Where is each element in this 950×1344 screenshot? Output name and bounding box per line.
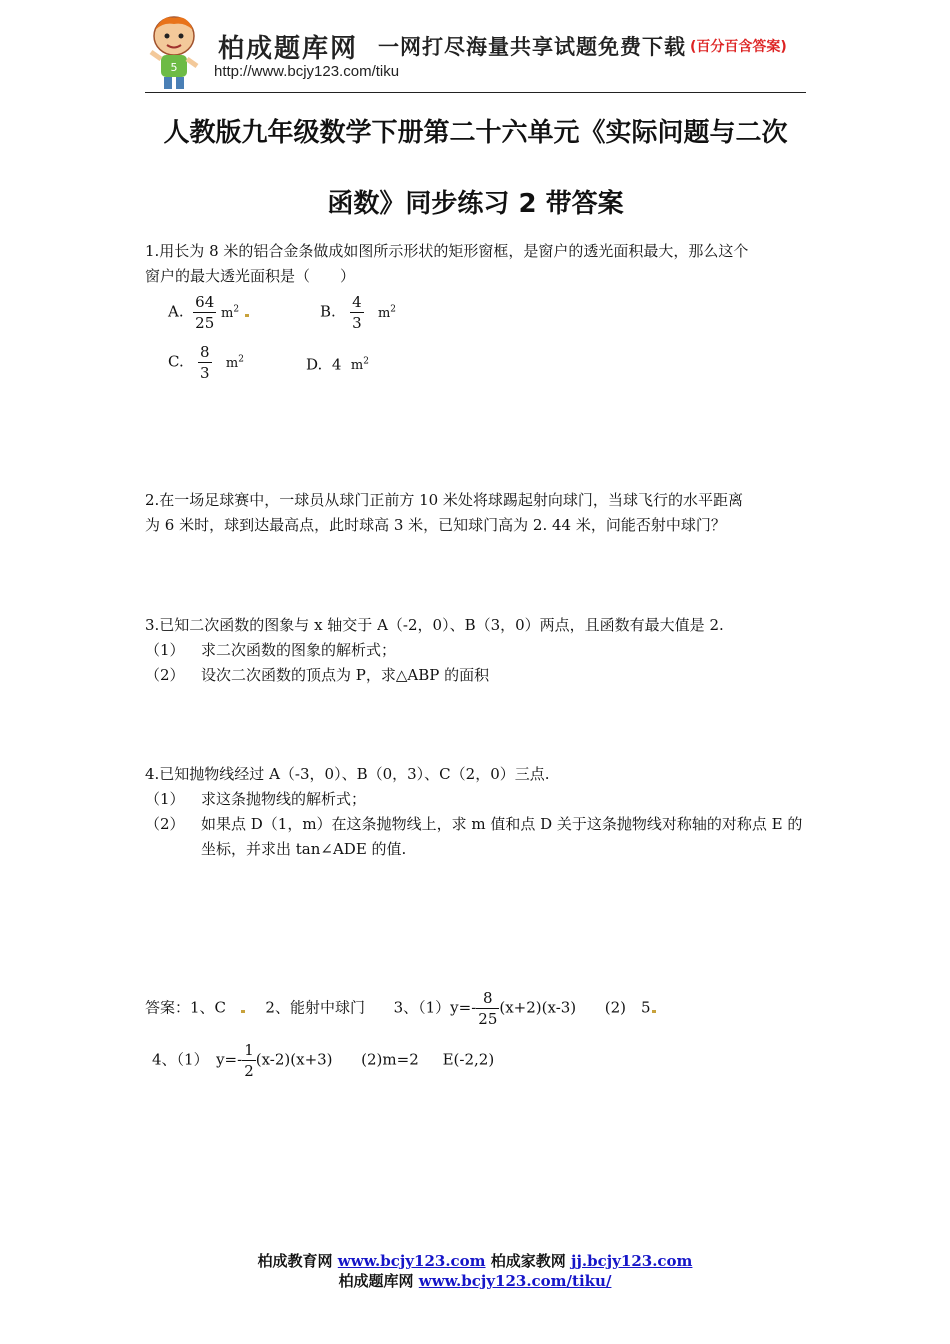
q3-part2: （2） 设次二次函数的顶点为 P，求△ABP 的面积 bbox=[145, 666, 490, 684]
footer-link-main[interactable]: www.bcjy123.com bbox=[337, 1252, 486, 1270]
q2-line2: 为 6 米时，球到达最高点，此时球高 3 米，已知球门高为 2. 44 米，问能否射中球门？ bbox=[145, 516, 726, 534]
page-title-line2: 函数》同步练习 2 带答案 bbox=[327, 189, 624, 219]
q1-option-c-fraction: $\frac{8}{3}$ bbox=[200, 343, 210, 382]
question-1 bbox=[145, 239, 810, 289]
q4-part2: （2） 如果点 D（1，m）在这条抛物线上，求 m 值和点 D 关于这条抛物线对称轴的对称点 E 的 bbox=[145, 815, 803, 833]
site-slogan: 一网打尽海量共享试题免费下载 bbox=[378, 35, 686, 59]
header-divider bbox=[145, 92, 806, 93]
q1-option-c: C. $\frac{8}{3}$ $m^2$ bbox=[168, 343, 244, 382]
q1-line2: 窗户的最大透光面积是（ ） bbox=[145, 267, 356, 285]
question-3 bbox=[145, 613, 810, 688]
q1-option-d: D. 4 $m^2$ bbox=[306, 355, 369, 374]
q4-part1: （1） 求这条抛物线的解析式； bbox=[145, 790, 367, 808]
answer-3-fraction: $\frac{8}{25}$ bbox=[478, 989, 498, 1028]
q1-option-a-fraction: $\frac{64}{25}$ bbox=[195, 293, 215, 332]
footer-link-jj[interactable]: jj.bcjy123.com bbox=[571, 1252, 693, 1270]
answer-4-fraction: $\frac{1}{2}$ bbox=[244, 1041, 254, 1080]
q3-line1: 3.已知二次函数的图象与 x 轴交于 A（-2，0）、B（3，0）两点，且函数有最大值是 2. bbox=[145, 616, 724, 634]
q4-line1: 4.已知抛物线经过 A（-3，0）、B（0，3）、C（2，0）三点. bbox=[145, 765, 550, 783]
footer-line1: 柏成教育网 www.bcjy123.com 柏成家教网 jj.bcjy123.com bbox=[257, 1252, 693, 1270]
q1-option-a: A. $\frac{64}{25}$ $m^2$ bbox=[168, 292, 250, 333]
logo-mascot bbox=[143, 12, 205, 92]
q1-option-b-fraction: $\frac{4}{3}$ bbox=[352, 293, 362, 332]
q1-line1: 1.用长为 8 米的铝合金条做成如图所示形状的矩形窗框，是窗户的透光面积最大，那么这个 bbox=[145, 242, 749, 260]
answers-line1: 答案：1、C 2、能射中球门 3、（1）y=- $\frac{8}{25}$ (x+2)(x-3) (2) 5 bbox=[145, 988, 657, 1029]
question-2 bbox=[145, 488, 810, 538]
site-name: 柏成题库网 bbox=[218, 34, 359, 64]
site-url[interactable]: http://www.bcjy123.com/tiku bbox=[214, 63, 400, 80]
footer-link-tiku[interactable]: www.bcjy123.com/tiku/ bbox=[418, 1272, 612, 1290]
q2-line1: 2.在一场足球赛中，一球员从球门正前方 10 米处将球踢起射向球门，当球飞行的水平距离 bbox=[145, 491, 743, 509]
svg-text:5: 5 bbox=[170, 61, 178, 74]
answers-line2: 4、（1） y=- $\frac{1}{2}$ (x-2)(x+3) (2)m=2 E(-2,2) bbox=[152, 1041, 495, 1080]
q4-part2-cont: 坐标，并求出 tan∠ADE 的值. bbox=[201, 840, 407, 858]
question-4 bbox=[145, 762, 810, 862]
q3-part1: （1） 求二次函数的图象的解析式； bbox=[145, 641, 397, 659]
page-title-line1: 人教版九年级数学下册第二十六单元《实际问题与二次 bbox=[163, 118, 788, 148]
q1-option-b: B. $\frac{4}{3}$ $m^2$ bbox=[320, 293, 397, 332]
footer-line2: 柏成题库网 www.bcjy123.com/tiku/ bbox=[338, 1272, 612, 1290]
answer-badge: (百分百含答案) bbox=[690, 39, 787, 55]
